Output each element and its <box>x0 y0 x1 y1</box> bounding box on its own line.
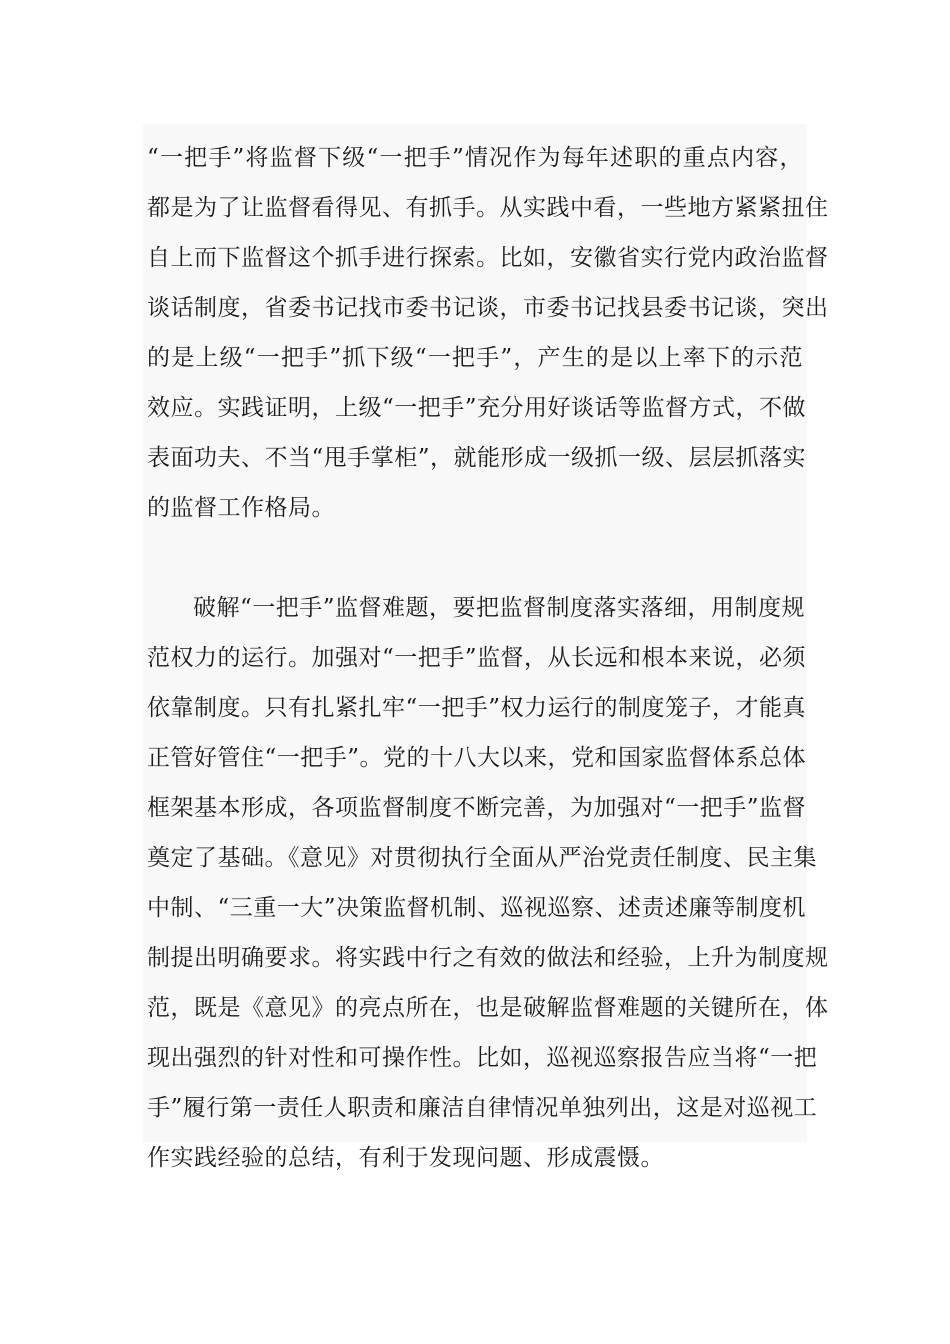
paragraph-line: “一把手”将监督下级“一把手”情况作为每年述职的重点内容， <box>147 145 803 171</box>
paragraph-line: 都是为了让监督看得见、有抓手。从实践中看，一些地方紧紧扭住 <box>147 195 829 221</box>
paragraph-line: 制提出明确要求。将实践中行之有效的做法和经验，上升为制度规 <box>147 945 829 971</box>
paragraph-line: 中制、“三重一大”决策监督机制、巡视巡察、述责述廉等制度机 <box>147 895 807 921</box>
paragraph-line: 手”履行第一责任人职责和廉洁自律情况单独列出，这是对巡视工 <box>147 1095 818 1121</box>
paragraph-line: 范，既是《意见》的亮点所在，也是破解监督难题的关键所在，体 <box>147 995 829 1021</box>
paragraph-line: 效应。实践证明，上级“一把手”充分用好谈话等监督方式，不做 <box>147 395 807 421</box>
paragraph-line: 现出强烈的针对性和可操作性。比如，巡视巡察报告应当将“一把 <box>147 1045 818 1071</box>
paragraph-line: 框架基本形成，各项监督制度不断完善，为加强对“一把手”监督 <box>147 795 807 821</box>
paragraph-line: 的监督工作格局。 <box>147 495 335 521</box>
paragraph-line: 破解“一把手”监督难题，要把监督制度落实落细，用制度规 <box>193 595 806 621</box>
paragraph-line: 范权力的运行。加强对“一把手”监督，从长远和根本来说，必须 <box>147 645 807 671</box>
paragraph-line: 谈话制度，省委书记找市委书记谈，市委书记找县委书记谈，突出 <box>147 295 829 321</box>
paragraph-line: 的是上级“一把手”抓下级“一把手”，产生的是以上率下的示范 <box>147 345 803 371</box>
paragraph-line: 奠定了基础。《意见》对贯彻执行全面从严治党责任制度、民主集 <box>147 845 817 871</box>
paragraph-line: 正管好管住“一把手”。党的十八大以来，党和国家监督体系总体 <box>147 745 807 771</box>
paragraph-line: 自上而下监督这个抓手进行探索。比如，安徽省实行党内政治监督 <box>147 245 829 271</box>
paragraph-line: 作实践经验的总结，有利于发现问题、形成震慑。 <box>147 1145 664 1171</box>
paragraph-line: 表面功夫、不当“甩手掌柜”，就能形成一级抓一级、层层抓落实 <box>147 445 807 471</box>
paragraph-line: 依靠制度。只有扎紧扎牢“一把手”权力运行的制度笼子，才能真 <box>147 695 807 721</box>
document-text-block <box>143 124 829 1171</box>
